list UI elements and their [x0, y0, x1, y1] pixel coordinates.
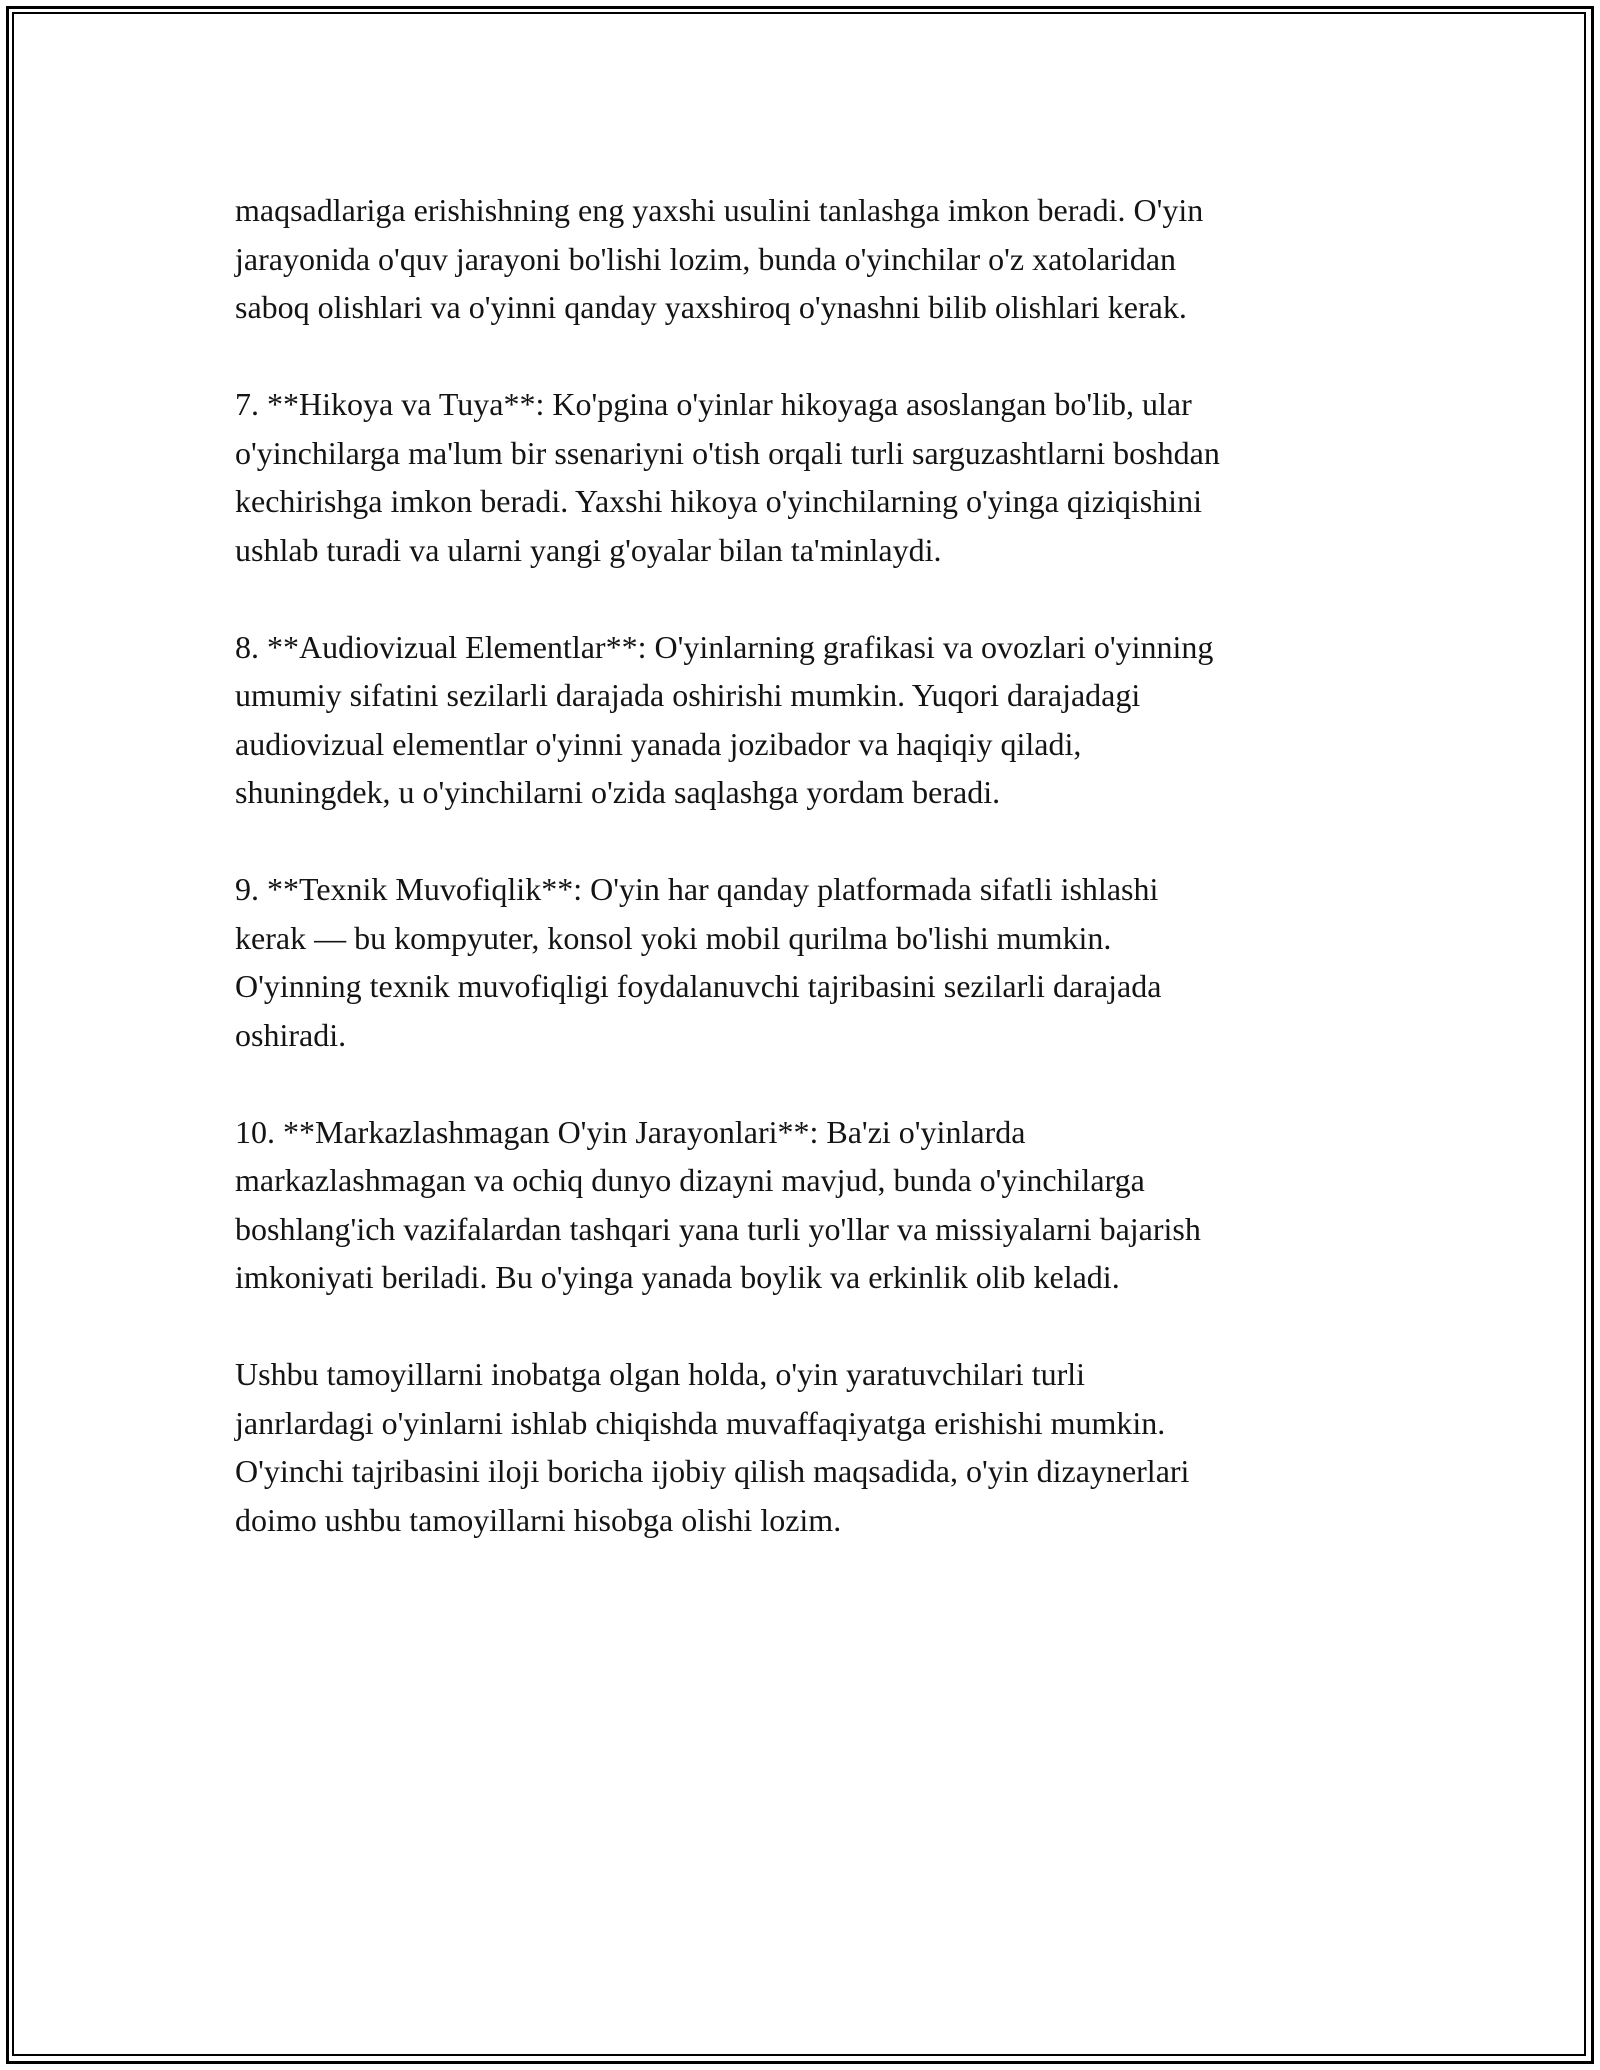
paragraph-conclusion: Ushbu tamoyillarni inobatga olgan holda, o'yin yaratuvchilari turli janrlardagi o'yinlarni ishlab chiqishda muvaffaqiyatga erishishi mumkin. O'yinchi tajribasini iloji boricha ijobiy qilish maqsadida, o'yin dizaynerlari doimo ushbu tamoyillarni hisobga olishi lozim. — [235, 1356, 1190, 1538]
paragraph-item-9-technical: 9. **Texnik Muvofiqlik**: O'yin har qanday platformada sifatli ishlashi kerak — bu kompyuter, konsol yoki mobil qurilma bo'lishi mumkin. O'yinning texnik muvofiqligi foydalanuvchi tajribasini sezilarli darajada oshiradi. — [235, 871, 1162, 1053]
paragraph-item-8-audiovisual: 8. **Audiovizual Elementlar**: O'yinlarning grafikasi va ovozlari o'yinning umumiy sifatini sezilarli darajada oshirishi mumkin. Yuqori darajadagi audiovizual elementlar o'yinni yanada jozibador va haqiqiy qiladi, shuningdek, u o'yinchilarni o'zida saqlashga yordam beradi. — [235, 628, 1214, 810]
paragraph-item-7-story: 7. **Hikoya va Tuya**: Ko'pgina o'yinlar hikoyaga asoslangan bo'lib, ular o'yinchilarga ma'lum bir ssenariyni o'tish orqali turli sarguzashtlarni boshdan kechirishga imkon beradi. Yaxshi hikoya o'yinchilarning o'yinga qiziqishini ushlab turadi va ularni yangi g'oyalar bilan ta'minlaydi. — [235, 386, 1220, 568]
paragraph-item-10-decentralized: 10. **Markazlashmagan O'yin Jarayonlari**: Ba'zi o'yinlarda markazlashmagan va ochiq dunyo dizayni mavjud, bunda o'yinchilarga boshlang'ich vazifalardan tashqari yana turli yo'llar va missiyalarni bajarish imkoniyati beriladi. Bu o'yinga yanada boylik va erkinlik olib keladi. — [235, 1113, 1201, 1295]
paragraph-continuation: maqsadlariga erishishning eng yaxshi usulini tanlashga imkon beradi. O'yin jarayonida o'quv jarayoni bo'lishi lozim, bunda o'yinchilar o'z xatolaridan saboq olishlari va o'yinni qanday yaxshiroq o'ynashni bilib olishlari kerak. — [235, 192, 1204, 325]
document-body — [235, 186, 1395, 1593]
